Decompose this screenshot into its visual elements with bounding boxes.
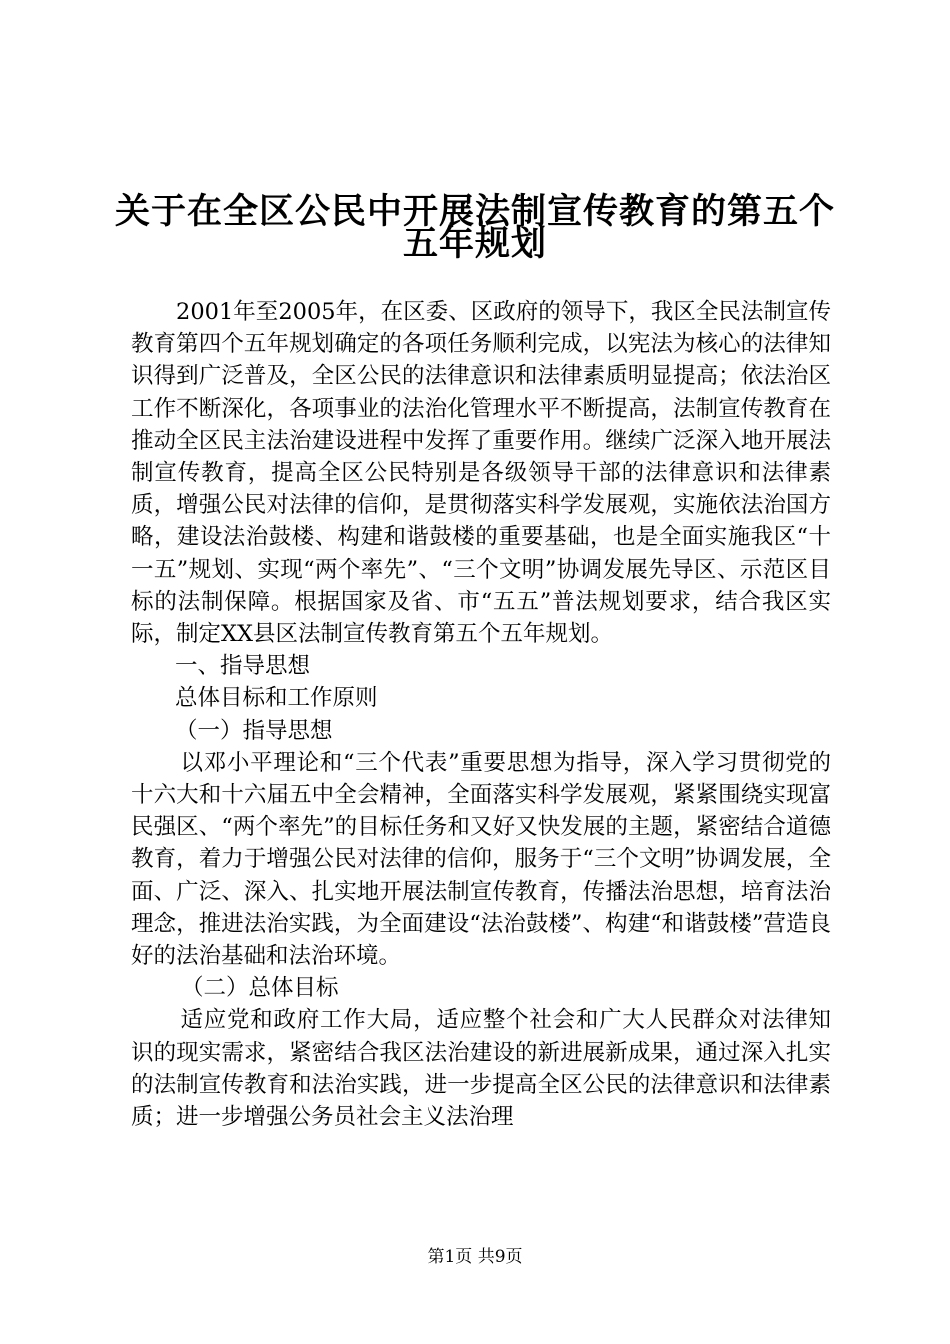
section-heading-1: 一、指导思想 xyxy=(175,653,311,680)
intro-paragraph: 2001年至2005年，在区委、区政府的领导下，我区全民法制宣传教育第四个五年规划确定的各项任务顺利完成，以宪法为核心的法律知识得到广泛普及，全区公民的法律意识和法律素质明显提高；依法治区工作不断深化，各项事业的法治化管理水平不断提高，法制宣传教育在推动全区民主法治建设进程中发挥了重要作用。继续广泛深入地开展法制宣传教育，提高全区公民特别是各级领导干部的法律意识和法律素质，增强公民对法律的信仰，是贯彻落实科学发展观，实施依法治国方略，建设法治鼓楼、构建和谐鼓楼的重要基础，也是全面实施我区“十一五”规划、实现“两个率先”、“三个文明”协调发展先导区、示范区目标的法制保障。根据国家及省、市“五五”普法规划要求，结合我区实际，制定XX县区法制宣传教育第五个五年规划。 xyxy=(131,299,831,648)
subsection-paragraph-1: 以邓小平理论和“三个代表”重要思想为指导，深入学习贯彻党的十六大和十六届五中全会精神，全面落实科学发展观，紧紧围绕实现富民强区、“两个率先”的目标任务和又好又快发展的主题，紧密结合道德教育，着力于增强公民对法律的信仰，服务于“三个文明”协调发展，全面、广泛、深入、扎实地开展法制宣传教育，传播法治思想，培育法治理念，推进法治实践，为全面建设“法治鼓楼”、构建“和谐鼓楼”营造良好的法治基础和法治环境。 xyxy=(131,749,831,970)
subsection-title-2: （二）总体目标 xyxy=(181,975,339,1002)
section-heading-2: 总体目标和工作原则 xyxy=(175,685,378,712)
document-title-line1: 关于在全区公民中开展法制宣传教育的第五个 xyxy=(114,192,835,232)
subsection-title-1: （一）指导思想 xyxy=(175,717,333,744)
document-body xyxy=(131,296,831,1133)
document-title-line2: 五年规划 xyxy=(402,224,547,264)
page-footer: 第1页 共9页 xyxy=(427,1247,523,1267)
subsection-paragraph-2: 适应党和政府工作大局，适应整个社会和广大人民群众对法律知识的现实需求，紧密结合我区法治建设的新进展新成果，通过深入扎实的法制宣传教育和法治实践，进一步提高全区公民的法律意识和法律素质；进一步增强公务员社会主义法治理 xyxy=(131,1007,831,1131)
